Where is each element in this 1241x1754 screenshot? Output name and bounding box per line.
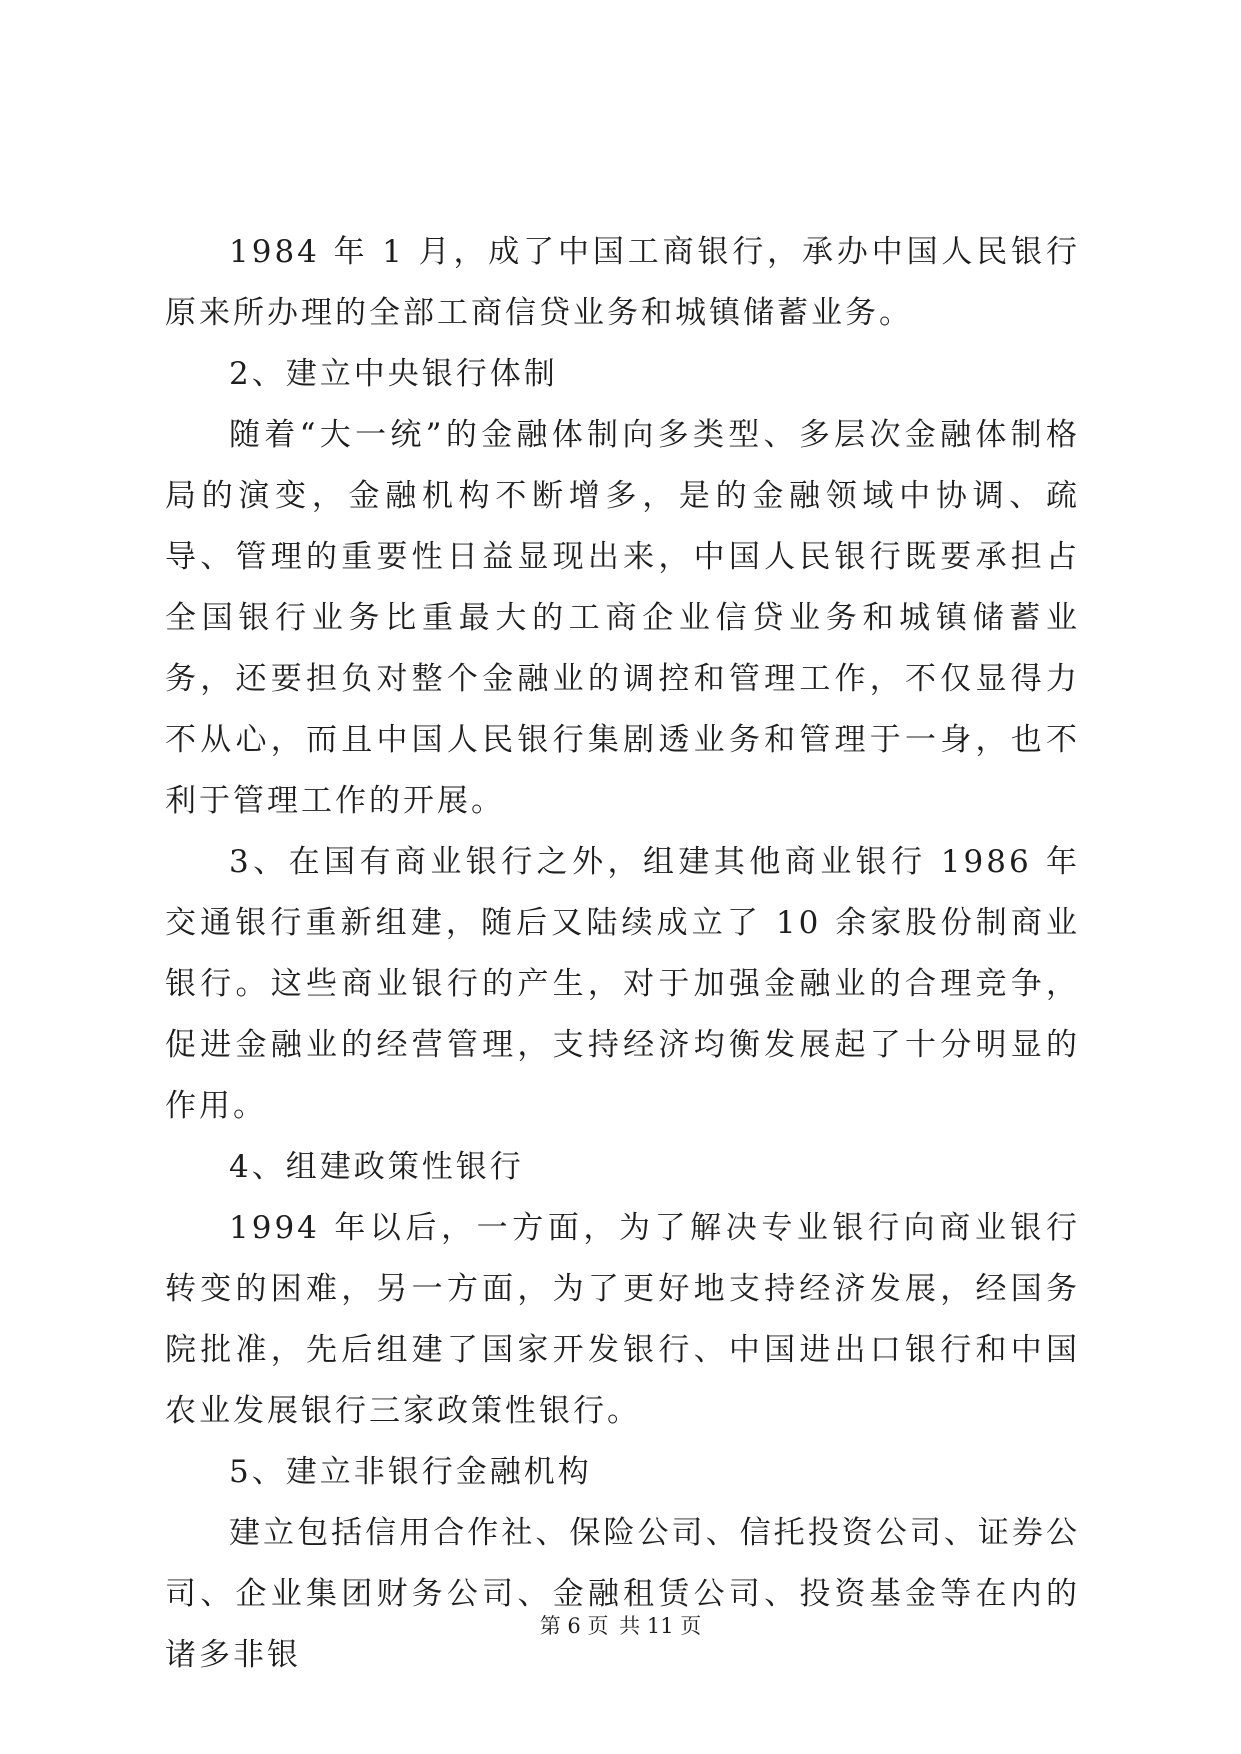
page-footer [0,1610,1241,1640]
paragraph-commercial-banks: 3、在国有商业银行之外，组建其他商业银行 1986 年交通银行重新组建，随后又陆续成立了 10 余家股份制商业银行。这些商业银行的产生，对于加强金融业的合理竞争，促进金融业的经营管理，支持经济均衡发展起了十分明显的作用。 [165,844,1080,1124]
heading-non-bank-institutions: 5、建立非银行金融机构 [229,1454,592,1490]
page-number: 第 6 页 [539,1614,609,1638]
paragraph-non-bank-institutions: 建立包括信用合作社、保险公司、信托投资公司、证券公司、企业集团财务公司、金融租赁公司、投资基金等在内的诸多非银 [165,1515,1080,1673]
page-total: 共 11 页 [619,1614,702,1638]
paragraph-policy-banks: 1994 年以后，一方面，为了解决专业银行向商业银行转变的困难，另一方面，为了更好地支持经济发展，经国务院批准，先后组建了国家开发银行、中国进出口银行和中国农业发展银行三家政策性银行。 [165,1210,1080,1429]
heading-central-bank: 2、建立中央银行体制 [229,356,558,392]
paragraph-1984-icbc: 1984 年 1 月，成了中国工商银行，承办中国人民银行原来所办理的全部工商信贷业务和城镇储蓄业务。 [165,234,1080,331]
paragraph-central-bank: 随着“大一统”的金融体制向多类型、多层次金融体制格局的演变，金融机构不断增多，是的金融领域中协调、疏导、管理的重要性日益显现出来，中国人民银行既要承担占全国银行业务比重最大的工商企业信贷业务和城镇储蓄业务，还要担负对整个金融业的调控和管理工作，不仅显得力不从心，而且中国人民银行集剧透业务和管理于一身，也不利于管理工作的开展。 [165,417,1080,819]
heading-policy-banks: 4、组建政策性银行 [229,1149,524,1185]
document-body [165,222,1080,1686]
